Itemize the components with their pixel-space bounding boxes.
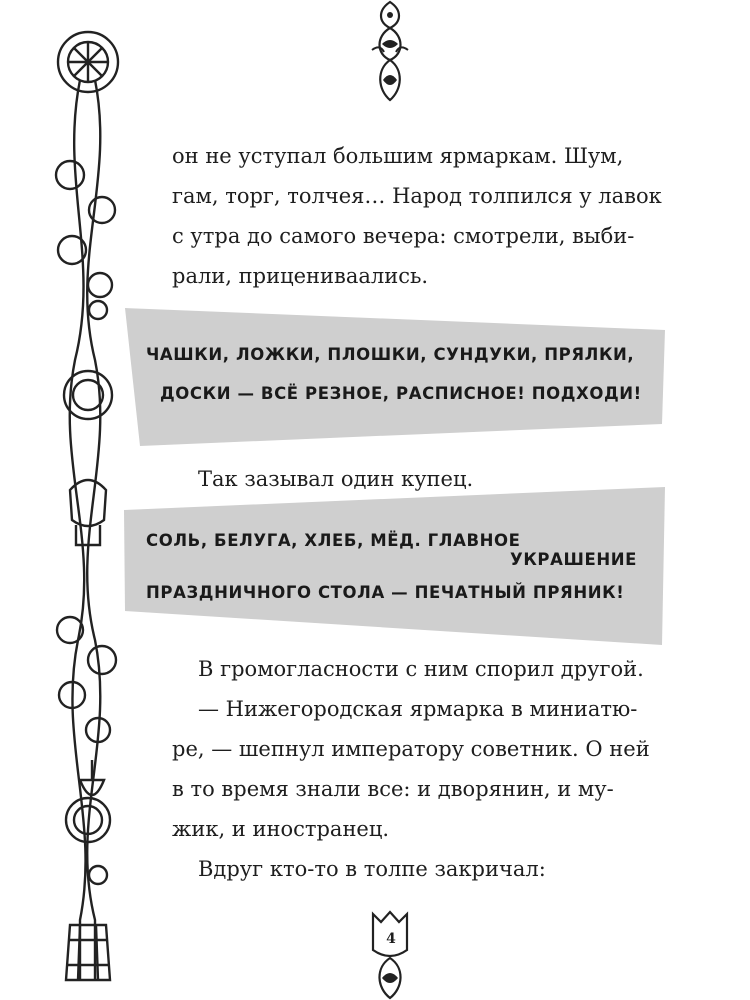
text-line: В громогласности с ним спорил другой. [198,657,644,681]
text-line: он не уступал большим ярмаркам. Шум, [172,144,624,168]
text-line: Вдруг кто-то в толпе закричал: [198,857,546,881]
text-line: — Нижегородская ярмарка в миниатю- [198,697,638,721]
text-line: жик, и иностранец. [172,817,390,841]
text-line: с утра до самого вечера: смотрели, выби- [172,224,635,248]
text-line: ре, — шепнул императору советник. О ней [172,737,650,761]
callout-2-line: СОЛЬ, БЕЛУГА, ХЛЕБ, МЁД. ГЛАВНОЕ [146,531,521,550]
text-line: Так зазывал один купец. [198,467,474,491]
text-line: рали, прицениваались. [172,264,429,288]
text-line: гам, торг, толчея… Народ толпился у лавок [172,184,662,208]
callout-1-line: ДОСКИ — ВСЁ РЕЗНОЕ, РАСПИСНОЕ! ПОДХОДИ! [160,384,642,403]
text-line: в то время знали все: и дворянин, и му- [172,777,614,801]
bottom-ornament-icon [369,910,411,1000]
callout-2-line: УКРАШЕНИЕ [510,550,638,569]
page-number: 4 [386,931,396,947]
callout-2-line: ПРАЗДНИЧНОГО СТОЛА — ПЕЧАТНЫЙ ПРЯНИК! [146,583,625,602]
callout-1-line: ЧАШКИ, ЛОЖКИ, ПЛОШКИ, СУНДУКИ, ПРЯЛКИ, [146,345,635,364]
